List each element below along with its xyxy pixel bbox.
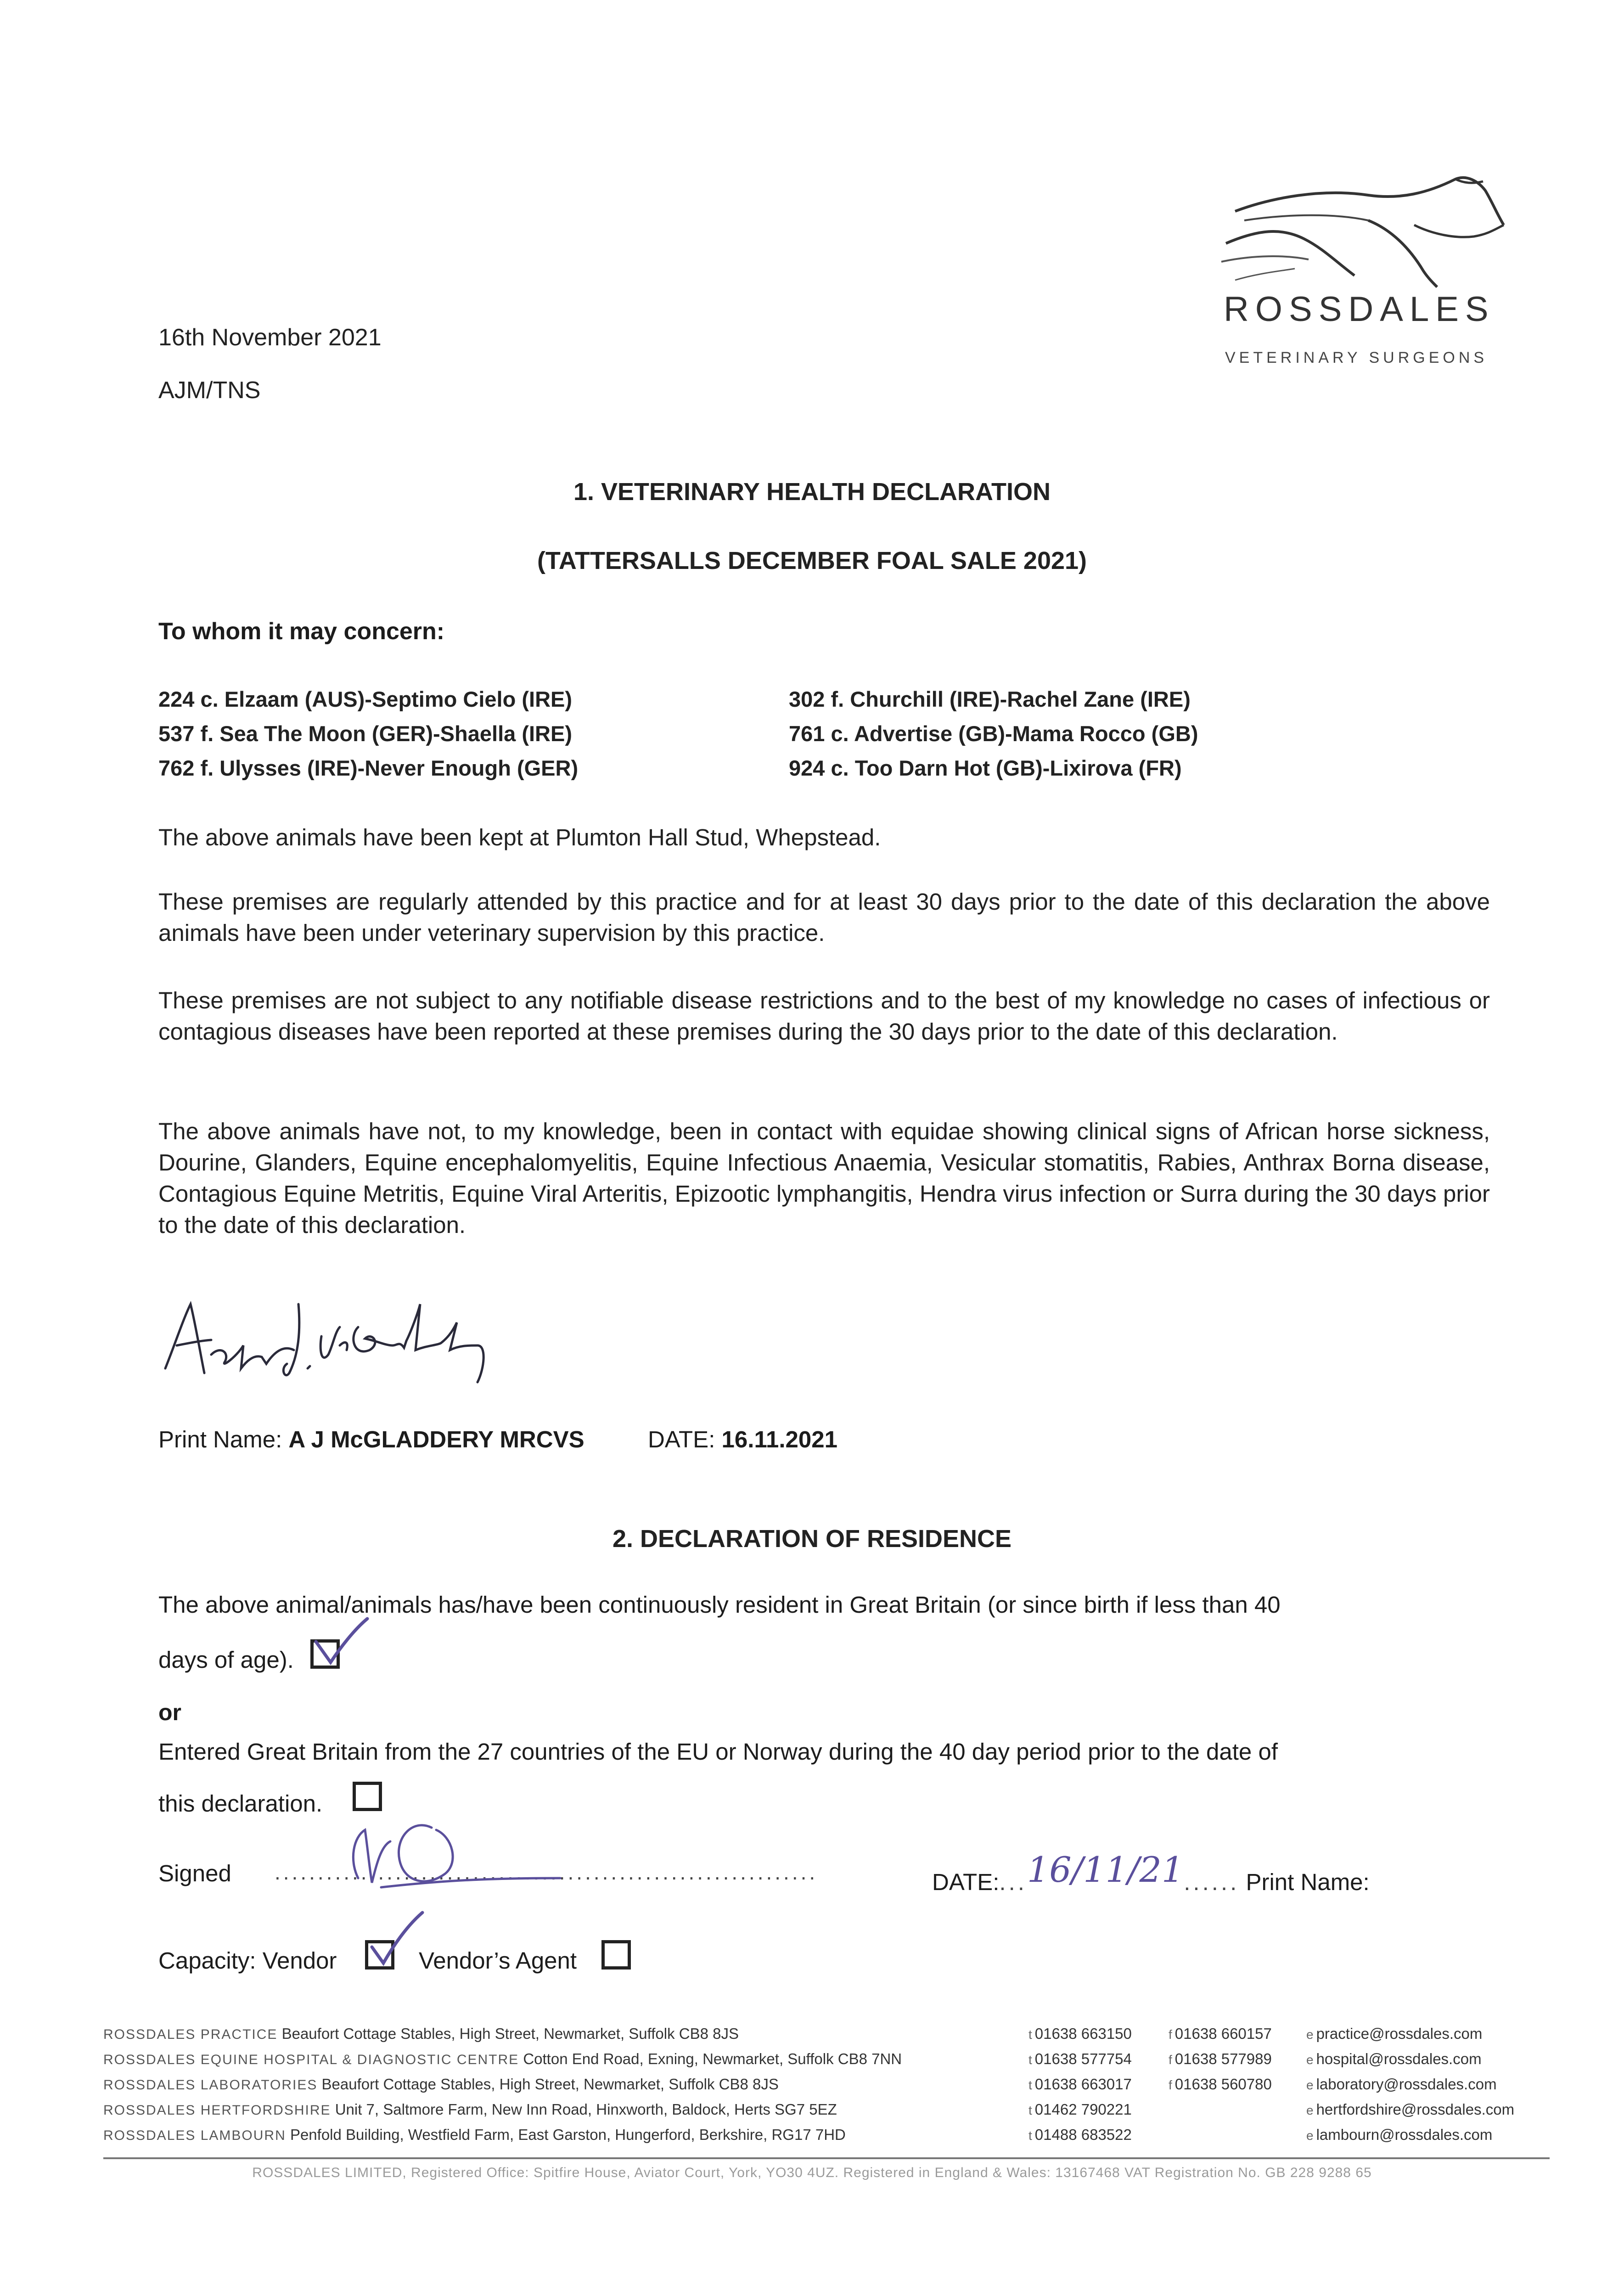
residence-option-line2: days of age). xyxy=(158,1647,294,1673)
galloping-horse-icon xyxy=(1217,170,1511,289)
residence-option-line1: The above animal/animals has/have been continuously resident in Great Britain (or since birth if less than 40 xyxy=(158,1592,1281,1618)
footer-row: ROSSDALES HERTFORDSHIRE Unit 7, Saltmore Farm, New Inn Road, Hinxworth, Baldock, Herts SG7 5EZ t 01462 790221 e hertfordshire@rossdales.com xyxy=(103,2101,1515,2118)
or-label: or xyxy=(158,1699,181,1725)
signed-dotted-line: ............................................................... xyxy=(275,1860,818,1884)
eu-checkbox[interactable] xyxy=(353,1782,382,1811)
resident-check-mark-icon xyxy=(312,1616,372,1676)
eu-option-line1: Entered Great Britain from the 27 countries of the EU or Norway during the 40 day period prior to the date of xyxy=(158,1739,1278,1765)
section2-title: 2. DECLARATION OF RESIDENCE xyxy=(612,1525,1012,1553)
contact-paragraph: The above animals have not, to my knowledge, been in contact with equidae showing clinical signs of African horse sickness, Dourine, Glanders, Equine encephalomyelitis, Equine Infectious Anaemia, Vesicular stomatitis, Rabies, Anthrax Borna disease, Contagious Equine Metritis, Equine Viral Arteritis, Epizootic lymphangitis, Hendra virus infection or Surra during the 30 days prior to the date of this declaration. xyxy=(158,1118,1490,1238)
brand-name: ROSSDALES xyxy=(1224,290,1495,329)
premises-paragraph: The above animals have been kept at Plumton Hall Stud, Whepstead. xyxy=(158,824,881,850)
capacity-label: Capacity: Vendor xyxy=(158,1947,337,1974)
salutation: To whom it may concern: xyxy=(158,618,445,645)
animal-entry: 302 f. Churchill (IRE)-Rachel Zane (IRE) xyxy=(789,687,1191,711)
agent-label: Vendor’s Agent xyxy=(419,1947,577,1974)
letter-date: 16th November 2021 xyxy=(158,324,382,351)
vet-date: 16.11.2021 xyxy=(721,1426,837,1452)
vendor-date-label: DATE: xyxy=(932,1869,1000,1895)
eu-option-line2: this declaration. xyxy=(158,1790,323,1817)
agent-checkbox[interactable] xyxy=(601,1940,631,1970)
vet-print-line xyxy=(158,1426,837,1453)
letter-reference: AJM/TNS xyxy=(158,377,261,404)
handwritten-date: 16/11/21 xyxy=(1027,1849,1184,1890)
vet-signature xyxy=(156,1277,505,1396)
supervision-paragraph: These premises are regularly attended by this practice and for at least 30 days prior to the date of this declaration the above animals have been under veterinary supervision by this practice. xyxy=(158,889,1490,946)
vendor-date-line: DATE:...16/11/21...... Print Name: xyxy=(932,1849,1370,1895)
vendor-check-mark-icon xyxy=(367,1910,427,1970)
registration-line: ROSSDALES LIMITED, Registered Office: Spitfire House, Aviator Court, York, YO30 4UZ. Registered in England & Wales: 13167468 VAT Registration No. GB 228 9288 65 xyxy=(252,2165,1372,2180)
section1-title: 1. VETERINARY HEALTH DECLARATION xyxy=(573,478,1051,506)
animal-entry: 924 c. Too Darn Hot (GB)-Lixirova (FR) xyxy=(789,756,1182,780)
animal-entry: 761 c. Advertise (GB)-Mama Rocco (GB) xyxy=(789,721,1198,746)
print-name-label: Print Name: xyxy=(158,1426,282,1452)
footer-divider xyxy=(103,2157,1550,2159)
vendor-print-name-label: Print Name: xyxy=(1246,1869,1370,1895)
signed-label: Signed xyxy=(158,1860,231,1886)
vet-name: A J McGLADDERY MRCVS xyxy=(288,1426,584,1452)
brand-tagline: VETERINARY SURGEONS xyxy=(1225,349,1488,366)
footer-row: ROSSDALES PRACTICE Beaufort Cottage Stables, High Street, Newmarket, Suffolk CB8 8JS t 01638 663150 f 01638 660157 e practice@rossdales.com xyxy=(103,2025,1483,2042)
vendor-signature xyxy=(321,1809,597,1901)
animal-entry: 762 f. Ulysses (IRE)-Never Enough (GER) xyxy=(158,756,579,780)
vet-date-label: DATE: xyxy=(647,1426,715,1452)
section1-subtitle: (TATTERSALLS DECEMBER FOAL SALE 2021) xyxy=(537,547,1087,574)
animal-entry: 224 c. Elzaam (AUS)-Septimo Cielo (IRE) xyxy=(158,687,573,711)
animal-entry: 537 f. Sea The Moon (GER)-Shaella (IRE) xyxy=(158,721,572,746)
footer-row: ROSSDALES LAMBOURN Penfold Building, Westfield Farm, East Garston, Hungerford, Berkshire, RG17 7HD t 01488 683522 e lambourn@rossdales.com xyxy=(103,2126,1493,2143)
footer-row: ROSSDALES EQUINE HOSPITAL & DIAGNOSTIC CENTRE Cotton End Road, Exning, Newmarket, Suffolk CB8 7NN t 01638 577754 f 01638 577989 e hospital@rossdales.com xyxy=(103,2050,1482,2067)
restrictions-paragraph: These premises are not subject to any notifiable disease restrictions and to the best of my knowledge no cases of infectious or contagious diseases have been reported at these premises during the 30 days prior to the date of this declaration. xyxy=(158,987,1490,1045)
footer-row: ROSSDALES LABORATORIES Beaufort Cottage Stables, High Street, Newmarket, Suffolk CB8 8JS t 01638 663017 f 01638 560780 e laboratory@rossdales.com xyxy=(103,2076,1497,2093)
